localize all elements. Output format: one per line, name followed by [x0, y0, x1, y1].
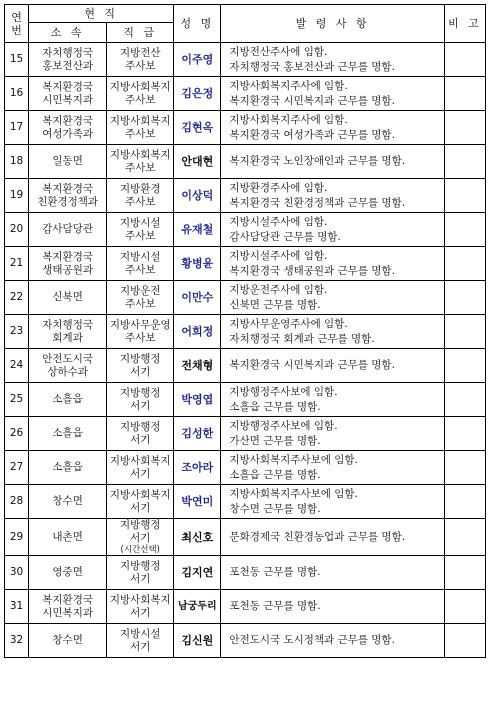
dept-line: 복지환경국 [42, 593, 93, 606]
table-row [5, 213, 486, 247]
dept-line: 영중면 [52, 566, 83, 578]
header-no-line1: 연 [11, 10, 22, 24]
row-number: 18 [5, 145, 29, 179]
current-rank [107, 485, 174, 519]
appointment-order [221, 179, 444, 213]
dept-line: 안전도시국 [42, 352, 93, 365]
current-dept [29, 451, 107, 485]
rank-line: 지방시설 [119, 627, 161, 640]
current-rank [107, 417, 174, 451]
current-dept [29, 556, 107, 590]
row-number: 17 [5, 111, 29, 145]
header-note: 비 고 [444, 5, 485, 43]
current-dept [29, 315, 107, 349]
person-name: 최신호 [174, 519, 221, 556]
appointment-order [221, 624, 444, 658]
rank-line: 서기 [130, 433, 151, 446]
rank-line: 지방사회복지 [109, 593, 171, 606]
remarks-cell [444, 111, 485, 145]
order-line: 복지환경국 생태공원과 근무를 명함. [229, 264, 395, 277]
rank-line: 지방사회복지 [109, 114, 171, 127]
remarks-cell [444, 556, 485, 590]
order-line: 신북면 근무를 명함. [229, 298, 321, 311]
header-order: 발 령 사 항 [221, 5, 444, 43]
current-dept [29, 590, 107, 624]
appointment-order [221, 43, 444, 77]
appointment-order [221, 451, 444, 485]
appointment-order [221, 556, 444, 590]
current-dept [29, 281, 107, 315]
rank-line: 주사보 [125, 331, 156, 344]
table-row [5, 417, 486, 451]
rank-line: 서기 [130, 365, 151, 378]
dept-line: 자치행정국 [42, 46, 93, 59]
table-row [5, 485, 486, 519]
remarks-cell [444, 590, 485, 624]
rank-line: 서기 [130, 572, 151, 585]
table-row [5, 247, 486, 281]
current-rank [107, 315, 174, 349]
current-dept [29, 519, 107, 556]
table-row [5, 349, 486, 383]
current-rank [107, 43, 174, 77]
rank-line: 지방사회복지 [109, 80, 171, 93]
order-line: 소흘읍 근무를 명함. [229, 468, 321, 481]
order-line: 포천동 근무를 명함. [229, 566, 321, 578]
appointment-order [221, 349, 444, 383]
current-dept [29, 383, 107, 417]
order-line: 지방운전주사에 임함. [229, 283, 328, 296]
row-number: 23 [5, 315, 29, 349]
row-number: 19 [5, 179, 29, 213]
order-line: 안전도시국 도시정책과 근무를 명함. [229, 634, 395, 646]
current-rank [107, 349, 174, 383]
table-row [5, 556, 486, 590]
person-name: 김은정 [174, 77, 221, 111]
dept-line: 친환경정책과 [37, 195, 99, 208]
dept-line: 홍보전산과 [42, 59, 93, 72]
rank-line: 지방행정 [119, 420, 161, 433]
table-row [5, 281, 486, 315]
rank-line: 주사보 [125, 195, 156, 208]
current-rank [107, 556, 174, 590]
dept-line: 회계과 [52, 331, 83, 344]
person-name: 유재철 [174, 213, 221, 247]
rank-line: 지방행정 [119, 519, 161, 531]
rank-line: (시간선택) [120, 545, 160, 555]
remarks-cell [444, 349, 485, 383]
current-dept [29, 349, 107, 383]
person-name: 남궁두리 [174, 590, 221, 624]
order-line: 지방행정주사보에 임함. [229, 419, 338, 432]
order-line: 지방시설주사에 임함. [229, 215, 328, 228]
remarks-cell [444, 417, 485, 451]
dept-line: 창수면 [52, 634, 83, 646]
dept-line: 소흘읍 [52, 427, 83, 439]
dept-line: 일동면 [52, 155, 83, 167]
dept-line: 상하수과 [47, 365, 88, 378]
dept-line: 시민복지과 [42, 93, 93, 106]
current-dept [29, 247, 107, 281]
current-rank [107, 145, 174, 179]
remarks-cell [444, 383, 485, 417]
person-name: 김지연 [174, 556, 221, 590]
rank-line: 지방시설 [119, 216, 161, 229]
person-name: 박연미 [174, 485, 221, 519]
dept-line: 복지환경국 [42, 182, 93, 195]
rank-line: 주사보 [125, 59, 156, 72]
current-dept [29, 624, 107, 658]
personnel-table [4, 4, 486, 658]
remarks-cell [444, 43, 485, 77]
table-row [5, 590, 486, 624]
current-dept [29, 77, 107, 111]
order-line: 지방사회복지주사에 임함. [229, 79, 348, 92]
order-line: 지방환경주사에 임함. [229, 181, 328, 194]
rank-line: 지방전산 [119, 46, 161, 59]
rank-line: 지방사회복지 [109, 148, 171, 161]
remarks-cell [444, 451, 485, 485]
rank-line: 지방운전 [119, 284, 161, 297]
rank-line: 주사보 [125, 93, 156, 106]
rank-line: 주사보 [125, 161, 156, 174]
remarks-cell [444, 281, 485, 315]
dept-line: 창수면 [52, 495, 83, 507]
person-name: 이주영 [174, 43, 221, 77]
table-row [5, 519, 486, 556]
row-number: 21 [5, 247, 29, 281]
current-dept [29, 111, 107, 145]
rank-line: 서기 [130, 399, 151, 412]
table-row [5, 624, 486, 658]
rank-line: 서기 [130, 606, 151, 619]
dept-line: 자치행정국 [42, 318, 93, 331]
remarks-cell [444, 315, 485, 349]
current-dept [29, 213, 107, 247]
row-number: 31 [5, 590, 29, 624]
rank-line: 지방행정 [119, 352, 161, 365]
rank-line: 서기 [130, 467, 151, 480]
header-name: 성 명 [174, 5, 221, 43]
row-number: 22 [5, 281, 29, 315]
appointment-order [221, 281, 444, 315]
rank-line: 주사보 [125, 127, 156, 140]
remarks-cell [444, 77, 485, 111]
table-row [5, 315, 486, 349]
order-line: 지방전산주사에 임함. [229, 45, 328, 58]
current-rank [107, 383, 174, 417]
row-number: 32 [5, 624, 29, 658]
current-rank [107, 590, 174, 624]
person-name: 이상덕 [174, 179, 221, 213]
order-line: 포천동 근무를 명함. [229, 600, 321, 612]
appointment-order [221, 213, 444, 247]
row-number: 29 [5, 519, 29, 556]
row-number: 20 [5, 213, 29, 247]
appointment-order [221, 315, 444, 349]
table-body [5, 43, 486, 658]
current-rank [107, 281, 174, 315]
rank-line: 주사보 [125, 229, 156, 242]
order-line: 복지환경국 친환경정책과 근무를 명함. [229, 196, 406, 209]
person-name: 김성한 [174, 417, 221, 451]
order-line: 지방사회복지주사에 임함. [229, 113, 348, 126]
current-rank [107, 77, 174, 111]
person-name: 전채형 [174, 349, 221, 383]
rank-line: 주사보 [125, 263, 156, 276]
person-name: 조아라 [174, 451, 221, 485]
appointment-order [221, 519, 444, 556]
remarks-cell [444, 145, 485, 179]
rank-line: 서기 [130, 640, 151, 653]
order-line: 문화경제국 친환경농업과 근무를 명함. [229, 530, 406, 543]
remarks-cell [444, 485, 485, 519]
appointment-order [221, 77, 444, 111]
order-line: 가산면 근무를 명함. [229, 434, 321, 447]
header-dept: 소 속 [29, 23, 107, 43]
person-name: 어희정 [174, 315, 221, 349]
order-line: 자치행정국 회계과 근무를 명함. [229, 332, 375, 345]
rank-line: 지방사무운영 [109, 318, 171, 331]
order-line: 지방행정주사보에 임함. [229, 385, 338, 398]
dept-line: 복지환경국 [42, 80, 93, 93]
row-number: 24 [5, 349, 29, 383]
row-number: 15 [5, 43, 29, 77]
dept-line: 복지환경국 [42, 250, 93, 263]
appointment-order [221, 111, 444, 145]
current-rank [107, 519, 174, 556]
rank-line: 서기 [130, 532, 151, 544]
person-name: 김현옥 [174, 111, 221, 145]
current-dept [29, 145, 107, 179]
current-rank [107, 451, 174, 485]
current-dept [29, 485, 107, 519]
table-row [5, 451, 486, 485]
appointment-order [221, 590, 444, 624]
order-line: 지방사무운영주사에 임함. [229, 317, 348, 330]
order-line: 복지환경국 여성가족과 근무를 명함. [229, 128, 395, 141]
row-number: 16 [5, 77, 29, 111]
row-number: 27 [5, 451, 29, 485]
appointment-order [221, 383, 444, 417]
rank-line: 주사보 [125, 297, 156, 310]
rank-line: 지방환경 [119, 182, 161, 195]
appointment-order [221, 485, 444, 519]
remarks-cell [444, 247, 485, 281]
row-number: 26 [5, 417, 29, 451]
table-row [5, 111, 486, 145]
table-row [5, 383, 486, 417]
order-line: 지방사회복지주사보에 임함. [229, 453, 358, 466]
personnel-order-document [4, 4, 486, 658]
dept-line: 내촌면 [52, 530, 83, 543]
current-rank [107, 624, 174, 658]
person-name: 황병윤 [174, 247, 221, 281]
current-rank [107, 111, 174, 145]
current-rank [107, 179, 174, 213]
table-row [5, 145, 486, 179]
appointment-order [221, 417, 444, 451]
dept-line: 여성가족과 [42, 127, 93, 140]
rank-line: 지방시설 [119, 250, 161, 263]
person-name: 안대현 [174, 145, 221, 179]
order-line: 지방시설주사에 임함. [229, 249, 328, 262]
rank-line: 지방사회복지 [109, 488, 171, 501]
dept-line: 신북면 [52, 291, 83, 303]
header-current: 현 직 [29, 5, 174, 23]
order-line: 감사담당관 근무를 명함. [229, 230, 341, 243]
remarks-cell [444, 624, 485, 658]
appointment-order [221, 247, 444, 281]
order-line: 창수면 근무를 명함. [229, 502, 321, 515]
remarks-cell [444, 519, 485, 556]
current-dept [29, 417, 107, 451]
row-number: 30 [5, 556, 29, 590]
remarks-cell [444, 213, 485, 247]
header-rank: 직 급 [107, 23, 174, 43]
order-line: 복지환경국 시민복지과 근무를 명함. [229, 94, 395, 107]
order-line: 복지환경국 시민복지과 근무를 명함. [229, 359, 395, 371]
table-row [5, 77, 486, 111]
order-line: 자치행정국 홍보전산과 근무를 명함. [229, 60, 395, 73]
current-rank [107, 247, 174, 281]
header-no-line2: 번 [11, 23, 22, 37]
row-number: 25 [5, 383, 29, 417]
dept-line: 소흘읍 [52, 393, 83, 405]
dept-line: 소흘읍 [52, 461, 83, 473]
dept-line: 시민복지과 [42, 606, 93, 619]
order-line: 복지환경국 노인장애인과 근무를 명함. [229, 155, 406, 167]
current-rank [107, 213, 174, 247]
order-line: 소흘읍 근무를 명함. [229, 400, 321, 413]
person-name: 김신원 [174, 624, 221, 658]
dept-line: 감사담당관 [42, 223, 93, 235]
dept-line: 복지환경국 [42, 114, 93, 127]
header-no [5, 5, 29, 43]
table-row [5, 43, 486, 77]
order-line: 지방사회복지주사보에 임함. [229, 487, 358, 500]
current-dept [29, 179, 107, 213]
person-name: 이만수 [174, 281, 221, 315]
rank-line: 지방행정 [119, 386, 161, 399]
person-name: 박영엽 [174, 383, 221, 417]
table-row [5, 179, 486, 213]
remarks-cell [444, 179, 485, 213]
rank-line: 지방사회복지 [109, 454, 171, 467]
dept-line: 생태공원과 [42, 263, 93, 276]
row-number: 28 [5, 485, 29, 519]
rank-line: 지방행정 [119, 559, 161, 572]
appointment-order [221, 145, 444, 179]
rank-line: 서기 [130, 501, 151, 514]
current-dept [29, 43, 107, 77]
